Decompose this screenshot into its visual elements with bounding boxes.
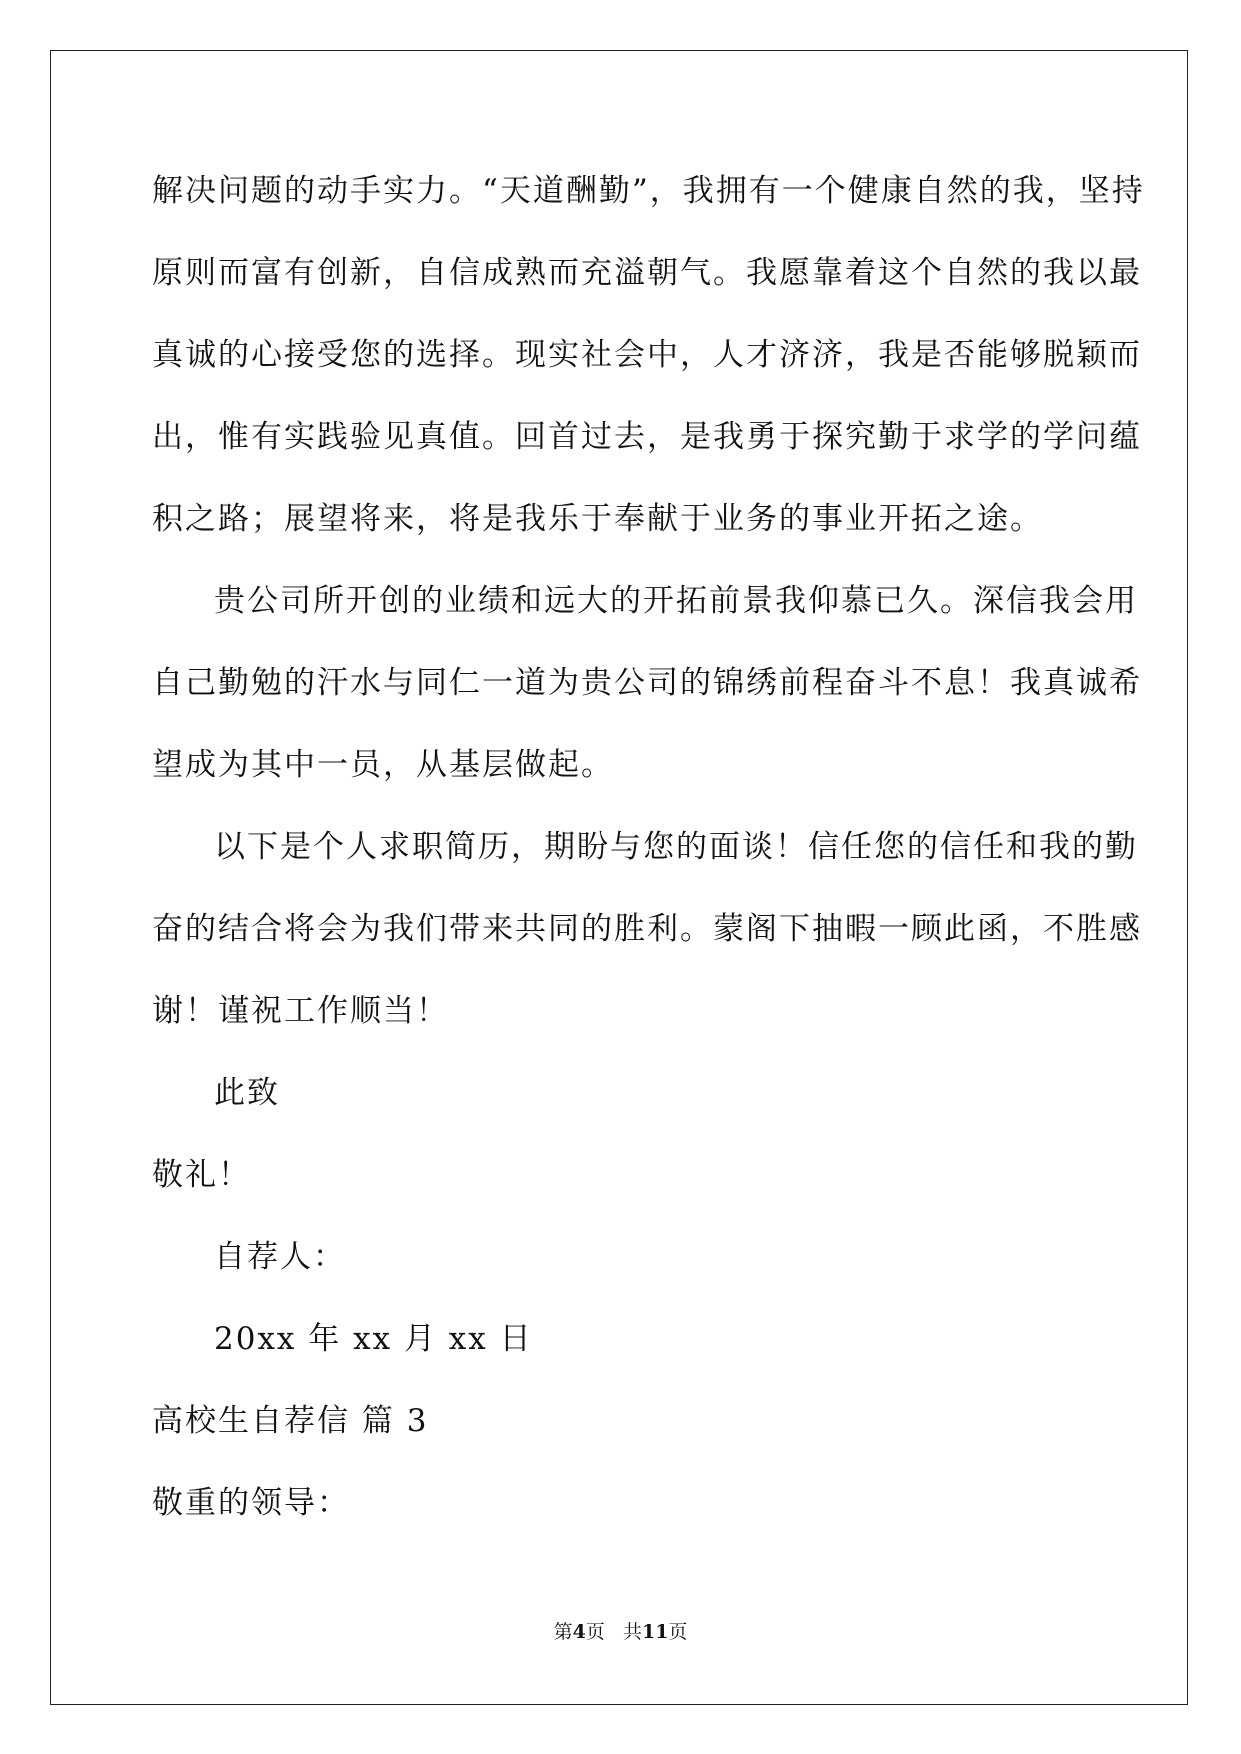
page-footer — [0, 1617, 1241, 1644]
paragraph-line: 贵公司所开创的业绩和远大的开拓前景我仰慕已久。深信我会用 — [214, 583, 1138, 619]
paragraph-line: 谢！谨祝工作顺当！ — [152, 993, 449, 1029]
closing-salutation: 此致 — [214, 1075, 280, 1111]
paragraph-line: 原则而富有创新，自信成熟而充溢朝气。我愿靠着这个自然的我以最 — [152, 255, 1142, 291]
total-pages: 11 — [641, 1621, 669, 1643]
letter-greeting: 敬重的领导： — [152, 1485, 350, 1521]
closing-regards: 敬礼！ — [152, 1157, 251, 1193]
letter-body — [152, 150, 1145, 1544]
page-label-prefix: 第 — [553, 1621, 573, 1643]
letter-date: 20xx 年 xx 月 xx 日 — [214, 1321, 533, 1357]
total-label-prefix: 共 — [622, 1621, 642, 1643]
paragraph-line: 出，惟有实践验见真值。回首过去，是我勇于探究勤于求学的学问蕴 — [152, 419, 1142, 455]
paragraph-line: 真诚的心接受您的选择。现实社会中，人才济济，我是否能够脱颖而 — [152, 337, 1142, 373]
paragraph-line: 积之路；展望将来，将是我乐于奉献于业务的事业开拓之途。 — [152, 501, 1043, 537]
signer-label: 自荐人： — [214, 1239, 346, 1275]
paragraph-line: 以下是个人求职简历，期盼与您的面谈！信任您的信任和我的勤 — [214, 829, 1138, 865]
page-number: 4 — [572, 1621, 586, 1643]
section-title: 高校生自荐信 篇 3 — [152, 1403, 429, 1439]
paragraph-line: 奋的结合将会为我们带来共同的胜利。蒙阁下抽暇一顾此函，不胜感 — [152, 911, 1142, 947]
paragraph-line: 自己勤勉的汗水与同仁一道为贵公司的锦绣前程奋斗不息！我真诚希 — [152, 665, 1142, 701]
paragraph-line: 解决问题的动手实力。“天道酬勤”，我拥有一个健康自然的我，坚持 — [152, 173, 1145, 209]
paragraph-line: 望成为其中一员，从基层做起。 — [152, 747, 614, 783]
page-label-suffix: 页 — [585, 1621, 605, 1643]
total-label-suffix: 页 — [668, 1621, 688, 1643]
